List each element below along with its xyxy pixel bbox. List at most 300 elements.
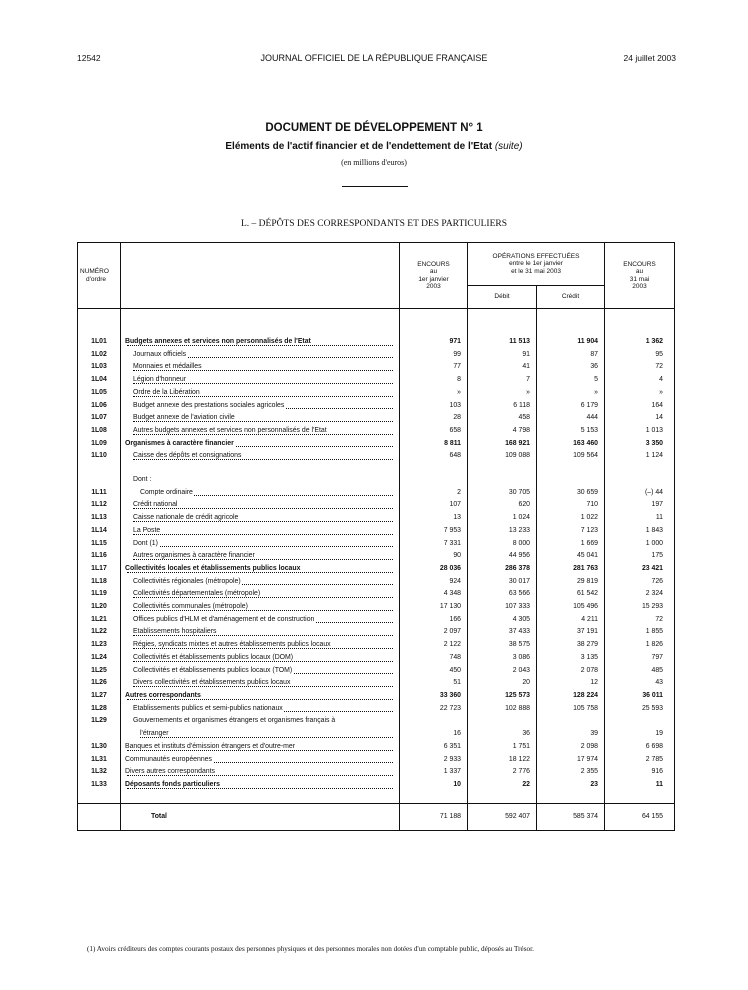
row-encours-start: 33 360 xyxy=(400,690,468,703)
table-row xyxy=(78,525,675,538)
row-encours-start: 4 348 xyxy=(400,588,468,601)
row-label-text: Autres organismes à caractère financier xyxy=(133,552,255,560)
subtitle-text: Eléments de l'actif financier et de l'endettement de l'Etat xyxy=(225,141,493,152)
row-encours-start: » xyxy=(400,387,468,400)
row-label-text: Collectivités régionales (métropole) xyxy=(133,577,241,585)
table-row xyxy=(78,512,675,525)
row-label xyxy=(121,626,400,639)
row-debit: 458 xyxy=(468,412,537,425)
table-row xyxy=(78,601,675,614)
row-number: 1L06 xyxy=(78,400,121,413)
table-row xyxy=(78,374,675,387)
table-row xyxy=(78,499,675,512)
footnote: (1) Avoirs créditeurs des comptes courants postaux des personnes physiques et des personnes morales non dotées d'un comptable public, déposés au Trésor. xyxy=(87,945,534,953)
header-encours-start-line2: au xyxy=(429,268,438,276)
row-encours-end: 4 xyxy=(605,374,675,387)
row-number: 1L19 xyxy=(78,588,121,601)
total-label-text: Total xyxy=(151,812,167,820)
row-debit: 30 017 xyxy=(468,576,537,589)
header-numero-line2: d'ordre xyxy=(86,275,107,283)
row-label-text: Collectivités et établissements publics locaux (TOM) xyxy=(133,666,293,674)
row-encours-start: 10 xyxy=(400,779,468,792)
header-label xyxy=(121,243,400,309)
row-encours-start: 1 337 xyxy=(400,766,468,779)
row-credit: 5 153 xyxy=(537,425,605,438)
row-number: 1L30 xyxy=(78,741,121,754)
section-title: L. – DÉPÔTS DES CORRESPONDANTS ET DES PARTICULIERS xyxy=(241,219,507,229)
header-encours-end xyxy=(605,243,675,309)
row-label xyxy=(121,550,400,563)
row-encours-end: 6 698 xyxy=(605,741,675,754)
row-label-text: Compte ordinaire xyxy=(140,488,193,496)
row-debit: 6 118 xyxy=(468,400,537,413)
row-encours-end: 25 593 xyxy=(605,703,675,716)
row-number: 1L26 xyxy=(78,677,121,690)
table-row xyxy=(78,487,675,500)
row-credit: 61 542 xyxy=(537,588,605,601)
table-row xyxy=(78,754,675,767)
row-label-text: Etablissements publics et semi-publics nationaux xyxy=(133,704,283,712)
row-label xyxy=(121,703,400,716)
row-label xyxy=(121,639,400,652)
row-credit: 36 xyxy=(537,361,605,374)
row-label-text: l'étranger xyxy=(140,730,169,738)
units-note: (en millions d'euros) xyxy=(341,158,407,167)
row-debit: 2 776 xyxy=(468,766,537,779)
row-number: 1L17 xyxy=(78,563,121,576)
table-row xyxy=(78,361,675,374)
row-encours-end: 916 xyxy=(605,766,675,779)
row-label xyxy=(121,588,400,601)
row-credit: 109 564 xyxy=(537,450,605,463)
row-label-text: Communautés européennes xyxy=(125,755,212,763)
row-encours-start: 2 xyxy=(400,487,468,500)
row-encours-start: 971 xyxy=(400,336,468,349)
row-label xyxy=(121,563,400,576)
subtitle-suffix: (suite) xyxy=(494,141,523,152)
row-number: 1L08 xyxy=(78,425,121,438)
table-row xyxy=(78,677,675,690)
row-encours-start: 166 xyxy=(400,614,468,627)
row-number: 1L33 xyxy=(78,779,121,792)
row-label xyxy=(121,499,400,512)
row-number: 1L04 xyxy=(78,374,121,387)
row-label-text: Crédit national xyxy=(133,501,178,509)
dot-leader xyxy=(127,775,393,776)
row-label-text: Divers collectivités et établissements publics locaux xyxy=(133,679,291,687)
table-row xyxy=(78,766,675,779)
dot-leader xyxy=(133,508,393,509)
row-encours-end: 11 xyxy=(605,779,675,792)
row-credit: 163 460 xyxy=(537,438,605,451)
row-encours-end: 1 826 xyxy=(605,639,675,652)
row-number: 1L05 xyxy=(78,387,121,400)
row-label-text: Régies, syndicats mixtes et autres établissements publics locaux xyxy=(133,641,331,649)
row-label-text: Ordre de la Libération xyxy=(133,388,200,396)
row-encours-end: 797 xyxy=(605,652,675,665)
row-number xyxy=(78,474,121,487)
row-encours-end: 164 xyxy=(605,400,675,413)
row-encours-start: 13 xyxy=(400,512,468,525)
row-credit: 2 098 xyxy=(537,741,605,754)
row-label-text: Collectivités communales (métropole) xyxy=(133,603,248,611)
header-operations xyxy=(468,243,605,286)
table-row xyxy=(78,550,675,563)
row-label-text: Dont : xyxy=(133,476,152,484)
row-label-text: Offices publics d'HLM et d'aménagement et de construction xyxy=(133,615,315,623)
row-number: 1L24 xyxy=(78,652,121,665)
document-subtitle xyxy=(0,141,748,152)
row-encours-end: 2 785 xyxy=(605,754,675,767)
header-encours-start xyxy=(400,243,468,309)
row-label xyxy=(121,576,400,589)
row-number: 1L09 xyxy=(78,438,121,451)
table-spacer-row xyxy=(78,309,675,337)
table-row xyxy=(78,614,675,627)
header-operations-line2: entre le 1er janvier xyxy=(509,260,563,268)
row-label-text: Autres budgets annexes et services non personnalisés de l'Etat xyxy=(133,426,327,434)
total-encours-end: 64 155 xyxy=(605,803,675,830)
row-encours-start: 22 723 xyxy=(400,703,468,716)
row-credit: 11 904 xyxy=(537,336,605,349)
row-encours-end xyxy=(605,715,675,728)
row-encours-end: 1 362 xyxy=(605,336,675,349)
header-debit: Débit xyxy=(468,286,537,309)
row-encours-start: 6 351 xyxy=(400,741,468,754)
row-encours-start: 77 xyxy=(400,361,468,374)
row-credit: 12 xyxy=(537,677,605,690)
row-credit: 37 191 xyxy=(537,626,605,639)
row-encours-start: 2 097 xyxy=(400,626,468,639)
table-row xyxy=(78,349,675,362)
row-encours-end: 726 xyxy=(605,576,675,589)
row-number: 1L32 xyxy=(78,766,121,779)
row-encours-end: 43 xyxy=(605,677,675,690)
table-row xyxy=(78,474,675,487)
row-encours-start: 107 xyxy=(400,499,468,512)
row-label xyxy=(121,450,400,463)
row-credit: 30 659 xyxy=(537,487,605,500)
row-encours-end: 2 324 xyxy=(605,588,675,601)
row-debit: 168 921 xyxy=(468,438,537,451)
row-encours-end: 1 843 xyxy=(605,525,675,538)
row-encours-start: 90 xyxy=(400,550,468,563)
row-encours-start: 658 xyxy=(400,425,468,438)
row-number: 1L13 xyxy=(78,512,121,525)
row-credit: 3 135 xyxy=(537,652,605,665)
row-credit: 1 022 xyxy=(537,512,605,525)
row-credit: 6 179 xyxy=(537,400,605,413)
row-credit: 128 224 xyxy=(537,690,605,703)
row-debit: 8 000 xyxy=(468,538,537,551)
header-encours-end-line1: ENCOURS xyxy=(623,260,656,268)
row-encours-end: 3 350 xyxy=(605,438,675,451)
row-label-text: Déposants fonds particuliers xyxy=(125,780,220,788)
row-debit: 4 798 xyxy=(468,425,537,438)
row-credit: 45 041 xyxy=(537,550,605,563)
row-debit: 13 233 xyxy=(468,525,537,538)
row-encours-end: 72 xyxy=(605,361,675,374)
dot-leader xyxy=(133,459,393,460)
row-label xyxy=(121,601,400,614)
row-debit xyxy=(468,715,537,728)
row-credit: 7 123 xyxy=(537,525,605,538)
table-row xyxy=(78,538,675,551)
row-encours-end: 36 011 xyxy=(605,690,675,703)
row-label xyxy=(121,652,400,665)
row-encours-start: 28 xyxy=(400,412,468,425)
dot-leader xyxy=(133,546,393,547)
row-label-text: Banques et instituts d'émission étrangers et d'outre-mer xyxy=(125,742,296,750)
table-row xyxy=(78,741,675,754)
row-number: 1L27 xyxy=(78,690,121,703)
header-encours-start-line1: ENCOURS xyxy=(417,260,450,268)
table-row xyxy=(78,728,675,741)
row-encours-start: 8 xyxy=(400,374,468,387)
header-operations-line1: OPÉRATIONS EFFECTUÉES xyxy=(492,252,580,260)
row-encours-end: 72 xyxy=(605,614,675,627)
total-label xyxy=(121,803,400,830)
table-row xyxy=(78,690,675,703)
row-debit: 11 513 xyxy=(468,336,537,349)
row-debit: 107 333 xyxy=(468,601,537,614)
header-operations-line3: et le 31 mai 2003 xyxy=(511,267,561,275)
row-number: 1L02 xyxy=(78,349,121,362)
table-row xyxy=(78,779,675,792)
row-label-text: Collectivités départementales (métropole) xyxy=(133,590,261,598)
table-row xyxy=(78,563,675,576)
row-credit: 1 669 xyxy=(537,538,605,551)
table-row xyxy=(78,652,675,665)
row-label xyxy=(121,336,400,349)
row-number: 1L03 xyxy=(78,361,121,374)
row-debit: 30 705 xyxy=(468,487,537,500)
row-label xyxy=(121,754,400,767)
deposits-table xyxy=(77,242,675,831)
header-encours-end-line3: 31 mai xyxy=(629,275,650,283)
row-credit: 2 355 xyxy=(537,766,605,779)
row-number: 1L21 xyxy=(78,614,121,627)
table-row xyxy=(78,400,675,413)
row-label-text: Monnaies et médailles xyxy=(133,363,202,371)
dot-leader xyxy=(133,597,393,598)
row-encours-end: 11 xyxy=(605,512,675,525)
total-credit: 585 374 xyxy=(537,803,605,830)
row-encours-end: 1 013 xyxy=(605,425,675,438)
row-number: 1L31 xyxy=(78,754,121,767)
dot-leader xyxy=(133,370,393,371)
row-debit: 620 xyxy=(468,499,537,512)
row-label xyxy=(121,361,400,374)
row-credit: 444 xyxy=(537,412,605,425)
row-encours-start: 51 xyxy=(400,677,468,690)
row-credit: » xyxy=(537,387,605,400)
row-label xyxy=(121,412,400,425)
row-label xyxy=(121,425,400,438)
total-debit: 592 407 xyxy=(468,803,537,830)
table-row xyxy=(78,588,675,601)
row-debit: 286 378 xyxy=(468,563,537,576)
row-label xyxy=(121,538,400,551)
row-number: 1L07 xyxy=(78,412,121,425)
total-row xyxy=(78,803,675,830)
row-number: 1L15 xyxy=(78,538,121,551)
row-credit: 105 758 xyxy=(537,703,605,716)
dot-leader xyxy=(133,559,393,560)
row-number: 1L20 xyxy=(78,601,121,614)
table-row xyxy=(78,336,675,349)
row-debit xyxy=(468,474,537,487)
table-row xyxy=(78,665,675,678)
row-debit: 20 xyxy=(468,677,537,690)
row-label-text: Dont (1) xyxy=(133,539,158,547)
row-encours-start: 648 xyxy=(400,450,468,463)
row-encours-start: 2 122 xyxy=(400,639,468,652)
row-label-text: Budget annexe des prestations sociales agricoles xyxy=(133,401,285,409)
row-credit: 710 xyxy=(537,499,605,512)
row-encours-end: 23 421 xyxy=(605,563,675,576)
journal-title: JOURNAL OFFICIEL DE LA RÉPUBLIQUE FRANÇAISE xyxy=(260,53,488,63)
row-encours-start: 17 130 xyxy=(400,601,468,614)
row-number: 1L25 xyxy=(78,665,121,678)
row-credit: 17 974 xyxy=(537,754,605,767)
row-label xyxy=(121,349,400,362)
row-credit: 2 078 xyxy=(537,665,605,678)
row-encours-end: 15 293 xyxy=(605,601,675,614)
header-encours-start-line3: 1er janvier xyxy=(418,275,449,283)
table-row xyxy=(78,576,675,589)
row-encours-start xyxy=(400,474,468,487)
row-label-text: Gouvernements et organismes étrangers et organismes français à xyxy=(133,717,336,725)
table-row xyxy=(78,639,675,652)
row-label xyxy=(121,525,400,538)
row-label-text: Etablissements hospitaliers xyxy=(133,628,217,636)
row-debit: 4 305 xyxy=(468,614,537,627)
table-row xyxy=(78,450,675,463)
row-encours-start: 16 xyxy=(400,728,468,741)
row-credit: 39 xyxy=(537,728,605,741)
row-label xyxy=(121,438,400,451)
row-encours-start: 748 xyxy=(400,652,468,665)
header-encours-end-line2: au xyxy=(635,268,644,276)
table-gap-row xyxy=(78,463,675,474)
row-encours-start: 924 xyxy=(400,576,468,589)
row-debit: 63 566 xyxy=(468,588,537,601)
row-label-text: Journaux officiels xyxy=(133,350,187,358)
row-debit: 102 888 xyxy=(468,703,537,716)
row-debit: 18 122 xyxy=(468,754,537,767)
row-label xyxy=(121,677,400,690)
row-encours-start: 2 933 xyxy=(400,754,468,767)
row-label xyxy=(121,728,400,741)
row-label-text: Caisse des dépôts et consignations xyxy=(133,452,242,460)
row-number: 1L11 xyxy=(78,487,121,500)
row-number xyxy=(78,728,121,741)
row-label-text: Divers autres correspondants xyxy=(125,768,216,776)
row-label xyxy=(121,512,400,525)
row-encours-start: 28 036 xyxy=(400,563,468,576)
row-debit: 2 043 xyxy=(468,665,537,678)
row-label xyxy=(121,741,400,754)
row-number: 1L28 xyxy=(78,703,121,716)
row-label xyxy=(121,474,400,487)
row-number: 1L14 xyxy=(78,525,121,538)
row-label-text: Collectivités locales et établissements publics locaux xyxy=(125,564,301,572)
header-credit: Crédit xyxy=(537,286,605,309)
row-number: 1L29 xyxy=(78,715,121,728)
row-encours-start: 103 xyxy=(400,400,468,413)
row-number: 1L12 xyxy=(78,499,121,512)
row-number: 1L16 xyxy=(78,550,121,563)
row-encours-end: 1 124 xyxy=(605,450,675,463)
row-credit: 281 763 xyxy=(537,563,605,576)
row-label-text: Collectivités et établissements publics locaux (DOM) xyxy=(133,653,294,661)
row-encours-end: (–) 44 xyxy=(605,487,675,500)
row-debit: 1 024 xyxy=(468,512,537,525)
title-divider xyxy=(342,186,408,187)
row-encours-end: 1 855 xyxy=(605,626,675,639)
row-credit: 29 819 xyxy=(537,576,605,589)
row-label xyxy=(121,779,400,792)
row-credit: 87 xyxy=(537,349,605,362)
header-encours-end-line4: 2003 xyxy=(632,282,647,290)
row-debit: 44 956 xyxy=(468,550,537,563)
row-number: 1L10 xyxy=(78,450,121,463)
row-encours-end: 19 xyxy=(605,728,675,741)
row-number: 1L01 xyxy=(78,336,121,349)
dot-leader xyxy=(133,534,393,535)
row-encours-end: 95 xyxy=(605,349,675,362)
row-debit: 41 xyxy=(468,361,537,374)
row-encours-start xyxy=(400,715,468,728)
dot-leader xyxy=(140,737,393,738)
row-label-text: Légion d'honneur xyxy=(133,376,187,384)
row-encours-start: 7 953 xyxy=(400,525,468,538)
row-debit: 3 086 xyxy=(468,652,537,665)
row-debit: 125 573 xyxy=(468,690,537,703)
row-label xyxy=(121,400,400,413)
row-encours-end: » xyxy=(605,387,675,400)
row-debit: 36 xyxy=(468,728,537,741)
row-label-text: Organismes à caractère financier xyxy=(125,439,234,447)
header-numero-line1: NUMÉRO xyxy=(80,268,109,276)
row-label xyxy=(121,614,400,627)
row-encours-end: 14 xyxy=(605,412,675,425)
row-encours-start: 7 331 xyxy=(400,538,468,551)
row-number: 1L18 xyxy=(78,576,121,589)
row-label xyxy=(121,690,400,703)
table-row xyxy=(78,425,675,438)
row-credit: 5 xyxy=(537,374,605,387)
table-row xyxy=(78,412,675,425)
document-title: DOCUMENT DE DÉVELOPPEMENT N° 1 xyxy=(265,122,483,134)
total-encours-start: 71 188 xyxy=(400,803,468,830)
row-debit: » xyxy=(468,387,537,400)
row-encours-start: 8 811 xyxy=(400,438,468,451)
row-encours-end: 175 xyxy=(605,550,675,563)
table-header xyxy=(78,243,675,309)
row-encours-end: 197 xyxy=(605,499,675,512)
row-debit: 38 575 xyxy=(468,639,537,652)
dot-leader xyxy=(133,635,393,636)
row-encours-end xyxy=(605,474,675,487)
total-number xyxy=(78,803,121,830)
table-body xyxy=(78,309,675,831)
row-credit xyxy=(537,474,605,487)
row-label xyxy=(121,665,400,678)
row-label-text: Caisse nationale de crédit agricole xyxy=(133,514,239,522)
row-label xyxy=(121,487,400,500)
